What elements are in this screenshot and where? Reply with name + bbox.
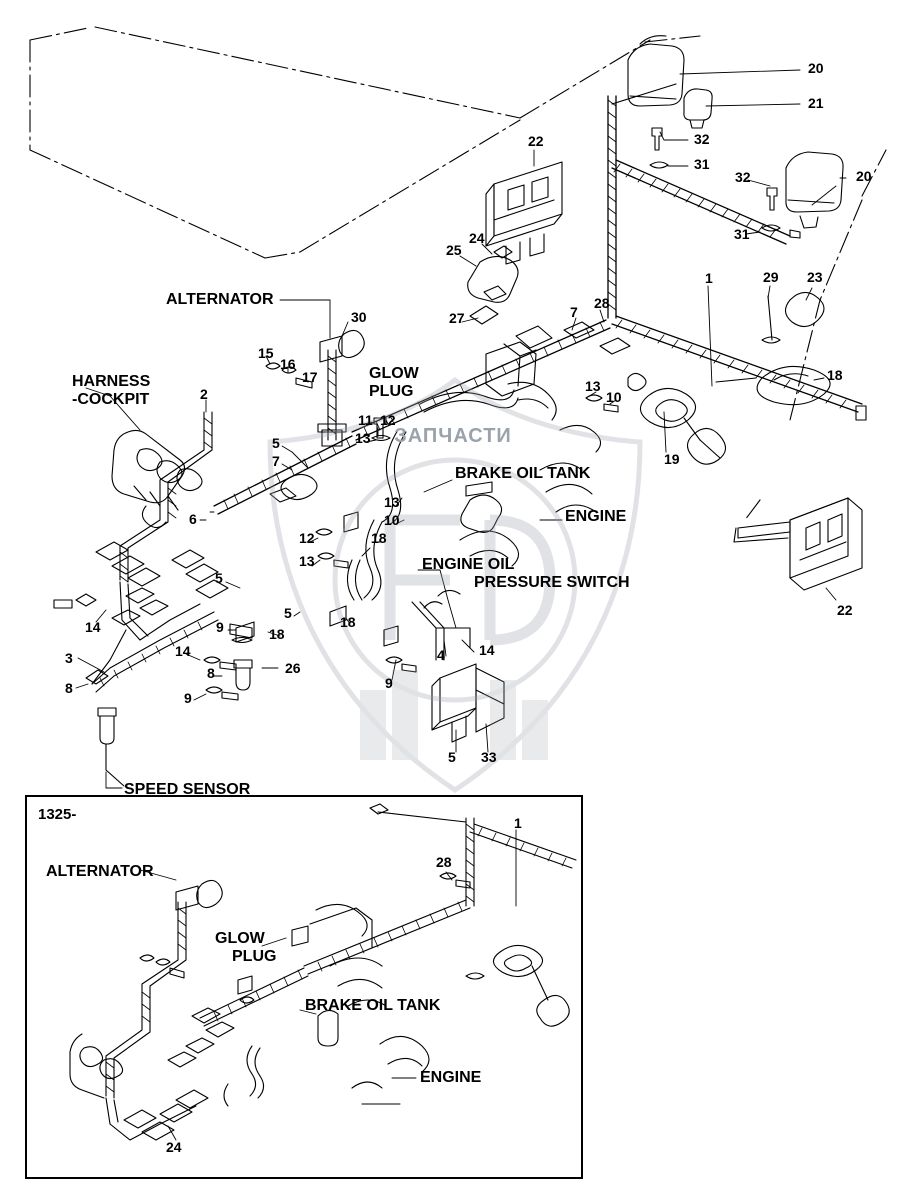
callout-27: 27 bbox=[449, 310, 465, 326]
callout-18b: 18 bbox=[371, 530, 387, 546]
callout-3: 3 bbox=[65, 650, 73, 666]
callout-18c: 18 bbox=[340, 614, 356, 630]
callout-16: 16 bbox=[280, 356, 296, 372]
callout-5d: 5 bbox=[448, 749, 456, 765]
callout-8a: 8 bbox=[207, 665, 215, 681]
watermark-text: ЗАПЧАСТИ bbox=[394, 425, 512, 447]
callout-32a: 32 bbox=[694, 131, 710, 147]
callout-25: 25 bbox=[446, 242, 462, 258]
label-inset-engine: ENGINE bbox=[420, 1069, 482, 1086]
label-glow: GLOW bbox=[369, 365, 419, 382]
callout-14a: 14 bbox=[85, 619, 101, 635]
callout-23: 23 bbox=[807, 269, 823, 285]
callout-24b: 24 bbox=[166, 1139, 182, 1155]
callout-12b: 12 bbox=[299, 530, 315, 546]
inset-code: 1325- bbox=[38, 806, 77, 823]
callout-20b: 20 bbox=[856, 168, 872, 184]
callout-19: 19 bbox=[664, 451, 680, 467]
label-inset-alternator: ALTERNATOR bbox=[46, 863, 154, 880]
callout-5c: 5 bbox=[284, 605, 292, 621]
callout-13c: 13 bbox=[384, 494, 400, 510]
callout-18a: 18 bbox=[827, 367, 843, 383]
callout-1b: 1 bbox=[514, 815, 522, 831]
callout-29: 29 bbox=[763, 269, 779, 285]
callout-10a: 10 bbox=[606, 389, 622, 405]
label-inset-brake-oil-tank: BRAKE OIL TANK bbox=[305, 997, 441, 1014]
callout-21: 21 bbox=[808, 95, 824, 111]
label-speed-sensor: SPEED SENSOR bbox=[124, 781, 251, 798]
callout-33: 33 bbox=[481, 749, 497, 765]
callout-4: 4 bbox=[437, 647, 445, 663]
label-brake-oil-tank: BRAKE OIL TANK bbox=[455, 465, 591, 482]
label-engine-oil: ENGINE OIL bbox=[422, 556, 515, 573]
callout-14c: 14 bbox=[479, 642, 495, 658]
callout-15: 15 bbox=[258, 345, 274, 361]
callout-20a: 20 bbox=[808, 60, 824, 76]
callout-30: 30 bbox=[351, 309, 367, 325]
callout-7b: 7 bbox=[272, 453, 280, 469]
callout-9b: 9 bbox=[184, 690, 192, 706]
label-engine: ENGINE bbox=[565, 508, 627, 525]
callout-22b: 22 bbox=[837, 602, 853, 618]
callout-7a: 7 bbox=[570, 304, 578, 320]
callout-13a: 13 bbox=[585, 378, 601, 394]
callout-9a: 9 bbox=[216, 619, 224, 635]
callout-1a: 1 bbox=[705, 270, 713, 286]
callout-14b: 14 bbox=[175, 643, 191, 659]
label-inset-plug: PLUG bbox=[232, 948, 277, 965]
callout-28: 28 bbox=[594, 295, 610, 311]
callout-13d: 13 bbox=[299, 553, 315, 569]
callout-31a: 31 bbox=[694, 156, 710, 172]
callout-11: 11 bbox=[358, 412, 373, 428]
callout-5a: 5 bbox=[272, 435, 280, 451]
callout-22a: 22 bbox=[528, 133, 544, 149]
callout-26: 26 bbox=[285, 660, 301, 676]
callout-12a: 12 bbox=[380, 412, 396, 428]
callout-13b: 13 bbox=[355, 430, 371, 446]
callout-9c: 9 bbox=[385, 675, 393, 691]
callout-28b: 28 bbox=[436, 854, 452, 870]
callout-5b: 5 bbox=[215, 570, 223, 586]
callout-8b: 8 bbox=[65, 680, 73, 696]
callout-32b: 32 bbox=[735, 169, 751, 185]
callout-24: 24 bbox=[469, 230, 485, 246]
label-alternator: ALTERNATOR bbox=[166, 291, 274, 308]
label-cockpit: -COCKPIT bbox=[72, 391, 150, 408]
callout-6: 6 bbox=[189, 511, 197, 527]
label-harness: HARNESS bbox=[72, 373, 151, 390]
callout-31b: 31 bbox=[734, 226, 750, 242]
label-plug: PLUG bbox=[369, 383, 414, 400]
label-pressure-switch: PRESSURE SWITCH bbox=[474, 574, 630, 591]
callout-18d: 18 bbox=[269, 626, 285, 642]
label-inset-glow: GLOW bbox=[215, 930, 265, 947]
callout-10b: 10 bbox=[384, 512, 400, 528]
callout-17: 17 bbox=[302, 369, 318, 385]
callout-2: 2 bbox=[200, 386, 208, 402]
